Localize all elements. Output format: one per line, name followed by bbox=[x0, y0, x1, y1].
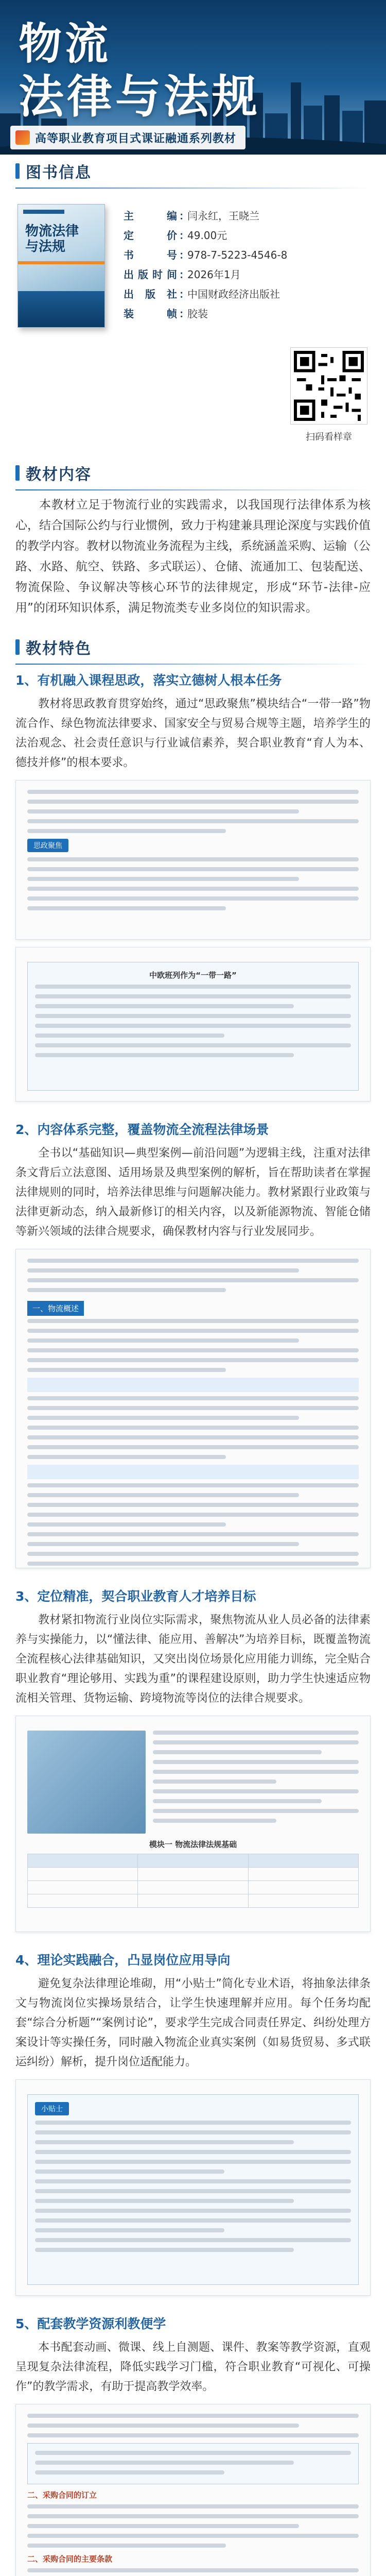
info-row-isbn: 书号 ： 978-7-5223-4546-8 bbox=[124, 245, 371, 265]
sample-heading: 一、物流概述 bbox=[27, 1301, 84, 1316]
sample-subheading: 二、采购合同的订立 bbox=[27, 2490, 97, 2500]
cover-top-band bbox=[23, 210, 64, 214]
cover-title-line1: 物流法律 bbox=[25, 224, 79, 239]
feature-text: 全书以“基础知识—典型案例—前沿问题”为逻辑主线，注重对法律条文背后立法意图、适用场景及典型案例的解析，旨在帮助读者在掌握法律规则的同时，培养法律思维与问题解决能力。教材紧跟行业政策与法律更新动态，纳入最新修订的相关内容，以及新能源物流、智能仓储等新兴领域的法律合规要求，确保教材内容与行业发展同步。 bbox=[15, 1147, 371, 1238]
sample-subheading-2: 二、采购合同的主要条款 bbox=[27, 2554, 113, 2564]
feature-item-1 bbox=[0, 665, 386, 1114]
sample-illustration bbox=[27, 1731, 146, 1834]
feature-text: 教材将思政教育贯穿始终，通过“思政聚焦”模块结合“一带一路”物流合作、绿色物流法律要求、国家安全与贸易合规等主题，培养学生的法治观念、社会责任意识与行业诚信素养，契合职业教育“育人为本、德技并修”的根本要求。 bbox=[15, 698, 371, 769]
book-info-title: 图书信息 bbox=[26, 164, 92, 182]
sample-page-1 bbox=[15, 780, 371, 940]
hero-banner bbox=[0, 0, 386, 155]
intro-paragraph: 本教材立足于物流行业的实践需求，以我国现行法律体系为核心，结合国际公约与行业惯例，致力于构建兼具理论深度与实践价值的教学内容。教材以物流业务流程为主线，系统涵盖采购、运输（公路、水路、航空、铁路、多式联运）、仓储、流通加工、包装配送、物流保险、争议解决等核心环节的法律规定，形成“环节-法律-应用”的闭环知识体系，满足物流类专业多岗位的知识需求。 bbox=[15, 498, 371, 615]
features-header bbox=[0, 631, 386, 664]
qr-code-icon[interactable] bbox=[290, 347, 367, 425]
book-info-section bbox=[0, 155, 386, 456]
book-info-list bbox=[124, 206, 371, 324]
hero-title-line1: 物流 bbox=[19, 18, 112, 69]
section-accent-bar bbox=[15, 639, 20, 655]
cover-title-line2: 与法规 bbox=[25, 239, 66, 255]
info-key: 装帧 bbox=[124, 308, 177, 320]
book-info-header bbox=[0, 155, 386, 188]
sample-page-6 bbox=[15, 2404, 371, 2576]
info-value: 49.00元 bbox=[187, 229, 227, 242]
sample-box-title: 中欧班列作为“一带一路” bbox=[149, 971, 237, 980]
info-value: 胶装 bbox=[187, 308, 208, 320]
series-subtitle-bar bbox=[10, 126, 245, 149]
info-row-price: 定价 ： 49.00元 bbox=[124, 226, 371, 245]
feature-item-4 bbox=[0, 1944, 386, 2308]
feature-item-5 bbox=[0, 2308, 386, 2576]
info-key: 书号 bbox=[124, 249, 177, 261]
sample-tag: 思政聚焦 bbox=[27, 839, 68, 852]
sample-tip-tag: 小贴士 bbox=[35, 2102, 69, 2115]
intro-header bbox=[0, 456, 386, 489]
feature-text: 避免复杂法律理论堆砌，用“小贴士”简化专业术语，将抽象法律条文与物流岗位实操场景结合，让学生快速理解并应用。每个任务均配套“综合分析题”“案例讨论”，要求学生完成合同责任界定、纠纷处理方案设计等实操任务，同时融入物流企业真实案例（如易货贸易、多式联运纠纷）解析，提升岗位适配能力。 bbox=[15, 1977, 371, 2069]
feature-title: 5、配套教学资源利教便学 bbox=[15, 2316, 166, 2331]
feature-item-3 bbox=[0, 1581, 386, 1944]
cover-orange-band bbox=[18, 261, 104, 264]
cover-title bbox=[25, 224, 79, 255]
sample-page-5 bbox=[15, 2079, 371, 2296]
feature-text: 本书配套动画、微课、线上自测题、课件、教案等教学资源，直观呈现复杂法律流程，降低实践学习门槛，符合职业教育“可视化、可操作”的教学需求，有助于提高教学效率。 bbox=[15, 2341, 371, 2393]
info-key: 出版社 bbox=[124, 288, 177, 300]
features-title: 教材特色 bbox=[26, 640, 92, 658]
info-value: 978-7-5223-4546-8 bbox=[187, 249, 288, 261]
hero-title-line2: 法律与法规 bbox=[19, 70, 261, 123]
intro-section bbox=[0, 456, 386, 631]
cover-bottom-band bbox=[18, 291, 104, 327]
qr-code-block[interactable] bbox=[290, 347, 367, 443]
book-cover bbox=[17, 204, 105, 328]
feature-title: 2、内容体系完整，覆盖物流全流程法律场景 bbox=[15, 1122, 269, 1137]
info-value: 中国财政经济出版社 bbox=[187, 288, 280, 300]
info-value: 2026年1月 bbox=[187, 268, 241, 281]
qr-code-label: 扫码看样章 bbox=[306, 432, 352, 443]
info-row-editor: 主编 ： 闫永红，王晓兰 bbox=[124, 206, 371, 226]
features-section bbox=[0, 631, 386, 2576]
feature-title: 1、有机融入课程思政，落实立德树人根本任务 bbox=[15, 673, 282, 688]
series-subtitle: 高等职业教育项目式课证融通系列教材 bbox=[35, 132, 237, 145]
info-key: 出版时间 bbox=[124, 268, 177, 281]
book-info-body bbox=[0, 189, 386, 456]
info-row-binding: 装帧 ： 胶装 bbox=[124, 304, 371, 324]
sample-page-2 bbox=[15, 947, 371, 1101]
section-accent-bar bbox=[15, 465, 20, 481]
sample-table bbox=[27, 1854, 359, 1908]
section-accent-bar bbox=[15, 163, 20, 179]
sample-page-4 bbox=[15, 1716, 371, 1932]
info-key: 定价 bbox=[124, 229, 177, 242]
feature-item-2 bbox=[0, 1114, 386, 1581]
sample-module-title: 模块一 物流法律法规基础 bbox=[149, 1840, 237, 1849]
info-row-publisher: 出版社 ： 中国财政经济出版社 bbox=[124, 284, 371, 304]
feature-text: 教材紧扣物流行业岗位实际需求，聚焦物流从业人员必备的法律素养与实操能力，以“懂法律、能应用、善解决”为培养目标，既覆盖物流全流程核心法律基础知识，又突出岗位场景化应用能力训练，完全贴合职业教育“理论够用、实践为重”的课程建设原则，助力学生快速适应物流相关管理、货物运输、跨境物流等岗位的法律合规要求。 bbox=[15, 1614, 371, 1705]
feature-title: 4、理论实践融合，凸显岗位应用导向 bbox=[15, 1953, 231, 1968]
intro-content bbox=[0, 490, 386, 631]
publisher-logo-icon bbox=[15, 130, 30, 145]
intro-title: 教材内容 bbox=[26, 466, 92, 484]
info-key: 主编 bbox=[124, 210, 177, 222]
sample-page-3 bbox=[15, 1249, 371, 1568]
info-row-pubdate: 出版时间 ： 2026年1月 bbox=[124, 265, 371, 284]
info-value: 闫永红，王晓兰 bbox=[187, 210, 259, 222]
feature-title: 3、定位精准，契合职业教育人才培养目标 bbox=[15, 1589, 256, 1604]
